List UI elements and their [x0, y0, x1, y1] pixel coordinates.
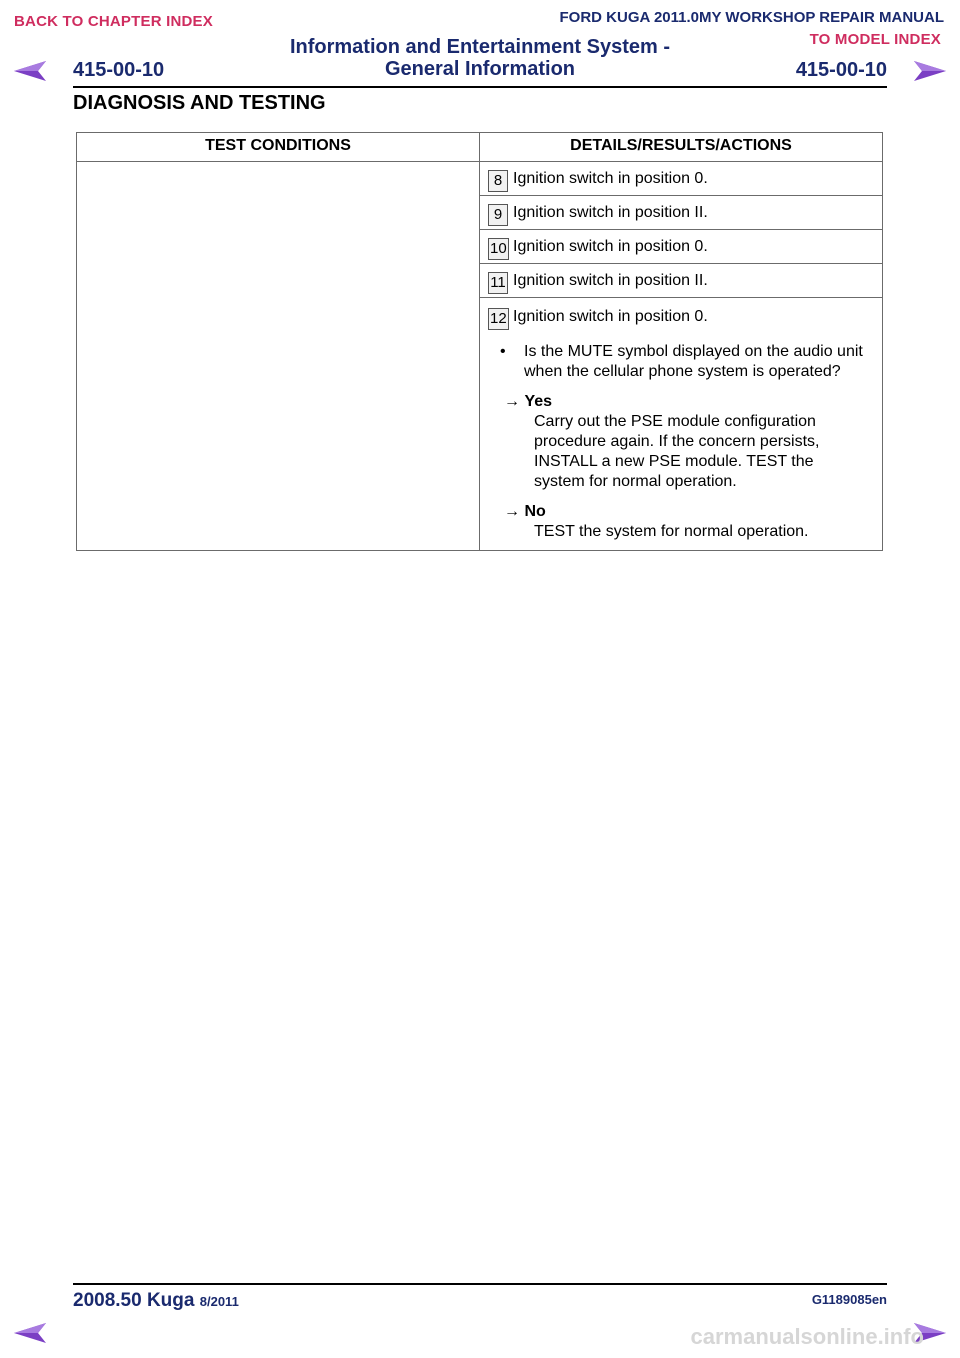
manual-title: FORD KUGA 2011.0MY WORKSHOP REPAIR MANUAL: [559, 9, 944, 26]
prev-page-arrow-icon[interactable]: [12, 58, 48, 84]
step-text: Ignition switch in position II.: [513, 272, 708, 289]
yes-text: Carry out the PSE module configuration procedure again. If the concern persists, INSTALL a new PSE module. TEST the system for normal operation.: [534, 413, 820, 490]
details-results-actions-header: DETAILS/RESULTS/ACTIONS: [480, 133, 883, 162]
step-text: Ignition switch in position 0.: [513, 170, 708, 187]
question-text: Is the MUTE symbol displayed on the audio unit when the cellular phone system is operated?: [524, 343, 863, 380]
next-page-arrow-icon[interactable]: [912, 58, 948, 84]
test-conditions-table: [76, 132, 883, 551]
step-text: Ignition switch in position 0.: [513, 308, 708, 325]
step-row: [480, 162, 883, 196]
test-conditions-header: TEST CONDITIONS: [77, 133, 480, 162]
section-title: [230, 36, 730, 80]
footer-model: 2008.50 Kuga 8/2011: [73, 1290, 239, 1311]
step-number: 12: [488, 308, 509, 330]
no-label: No: [524, 503, 546, 520]
step-number: 10: [488, 238, 509, 260]
step-number: 8: [488, 170, 508, 192]
page-number-left: 415-00-10: [73, 59, 165, 81]
step-text: Ignition switch in position 0.: [513, 238, 708, 255]
step-text: Ignition switch in position II.: [513, 204, 708, 221]
header-rule: [73, 86, 887, 88]
back-to-chapter-index-link[interactable]: BACK TO CHAPTER INDEX: [14, 13, 213, 30]
bullet-symbol: •: [500, 343, 506, 360]
step-row: [480, 264, 883, 298]
footer-rule: [73, 1283, 887, 1285]
arrow-icon: →: [504, 503, 520, 520]
step-row: [480, 230, 883, 264]
test-conditions-cell: [77, 162, 480, 551]
prev-page-arrow-icon[interactable]: [12, 1320, 48, 1346]
section-title-line2: General Information: [384, 58, 576, 80]
footer-date: 8/2011: [199, 1294, 239, 1309]
step-number: 11: [488, 272, 508, 294]
final-step-cell: [480, 298, 883, 551]
step-number: 9: [488, 204, 508, 226]
question-bullet: [500, 342, 868, 382]
watermark: carmanualsonline.info: [690, 1324, 924, 1349]
no-text: TEST the system for normal operation.: [534, 523, 809, 540]
step-row: [480, 196, 883, 230]
section-heading: DIAGNOSIS AND TESTING: [73, 92, 326, 114]
to-model-index-link[interactable]: TO MODEL INDEX: [809, 31, 941, 48]
footer-code: G1189085en: [811, 1292, 887, 1307]
yes-label: Yes: [524, 393, 553, 410]
page-number-right: 415-00-10: [795, 59, 887, 81]
yes-answer: [504, 392, 868, 492]
arrow-icon: →: [504, 393, 520, 410]
no-answer: [504, 502, 868, 542]
section-title-line1: Information and Entertainment System -: [289, 36, 671, 58]
